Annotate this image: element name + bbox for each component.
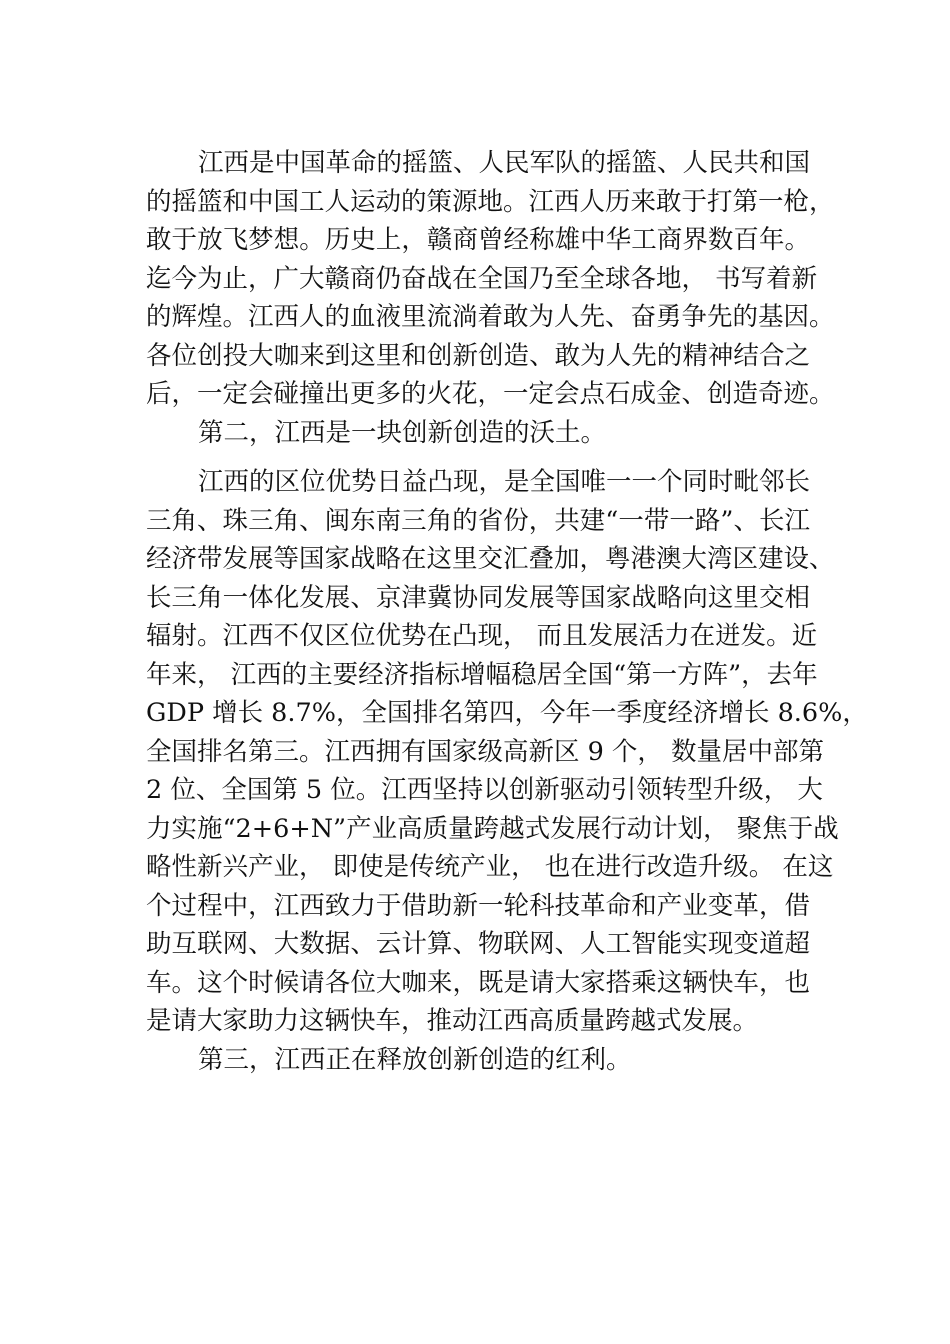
- text-line: 是请大家助力这辆快车，推动江西高质量跨越式发展。: [146, 1006, 759, 1036]
- document-body: [146, 144, 868, 1079]
- heading-line: 第二，江西是一块创新创造的沃土。: [198, 417, 607, 448]
- text-line: 2 位、全国第 5 位。江西坚持以创新驱动引领转型升级， 大: [146, 775, 823, 805]
- text-line: 敢于放飞梦想。历史上，赣商曾经称雄中华工商界数百年。: [146, 225, 810, 255]
- text-line: 的摇篮和中国工人运动的策源地。江西人历来敢于打第一枪，: [146, 186, 835, 217]
- text-line: 后，一定会碰撞出更多的火花，一定会点石成金、创造奇迹。: [146, 379, 835, 409]
- text-line: 略性新兴产业， 即使是传统产业， 也在进行改造升级。 在这: [146, 852, 834, 882]
- heading-line: 第三，江西正在释放创新创造的红利。: [198, 1044, 632, 1075]
- section-heading-third: [146, 1041, 810, 1080]
- text-line: GDP 增长 8.7%，全国排名第四，今年一季度经济增长 8.6%，: [146, 698, 868, 728]
- text-line: 三角、珠三角、闽东南三角的省份，共建“一带一路”、长江: [146, 505, 810, 536]
- paragraph-jiangxi-cradle: [146, 144, 835, 414]
- paragraph-gap: [146, 452, 810, 463]
- text-line: 江西的区位优势日益凸现，是全国唯一一个同时毗邻长: [198, 467, 811, 497]
- text-line: 助互联网、大数据、云计算、物联网、人工智能实现变道超: [146, 929, 810, 959]
- text-line: 力实施“2+6+N”产业高质量跨越式发展行动计划， 聚焦于战: [146, 813, 839, 844]
- text-line: 年来， 江西的主要经济指标增幅稳居全国“第一方阵”，去年: [146, 659, 818, 690]
- text-line: 江西是中国革命的摇篮、人民军队的摇篮、人民共和国: [198, 148, 811, 178]
- paragraph-location-advantage: [146, 463, 868, 1041]
- text-line: 全国排名第三。江西拥有国家级高新区 9 个， 数量居中部第: [146, 736, 825, 767]
- text-line: 各位创投大咖来到这里和创新创造、敢为人先的精神结合之: [146, 340, 810, 371]
- text-line: 经济带发展等国家战略在这里交汇叠加，粤港澳大湾区建设、: [146, 544, 835, 574]
- text-line: 迄今为止，广大赣商仍奋战在全国乃至全球各地， 书写着新: [146, 263, 818, 294]
- text-line: 长三角一体化发展、京津冀协同发展等国家战略向这里交相: [146, 582, 810, 613]
- section-heading-second: [146, 414, 810, 453]
- text-line: 辐射。江西不仅区位优势在凸现， 而且发展活力在迸发。近: [146, 621, 818, 651]
- text-line: 个过程中，江西致力于借助新一轮科技革命和产业变革，借: [146, 890, 810, 921]
- text-line: 的辉煌。江西人的血液里流淌着敢为人先、奋勇争先的基因。: [146, 302, 835, 332]
- text-line: 车。这个时候请各位大咖来，既是请大家搭乘这辆快车，也: [146, 967, 810, 998]
